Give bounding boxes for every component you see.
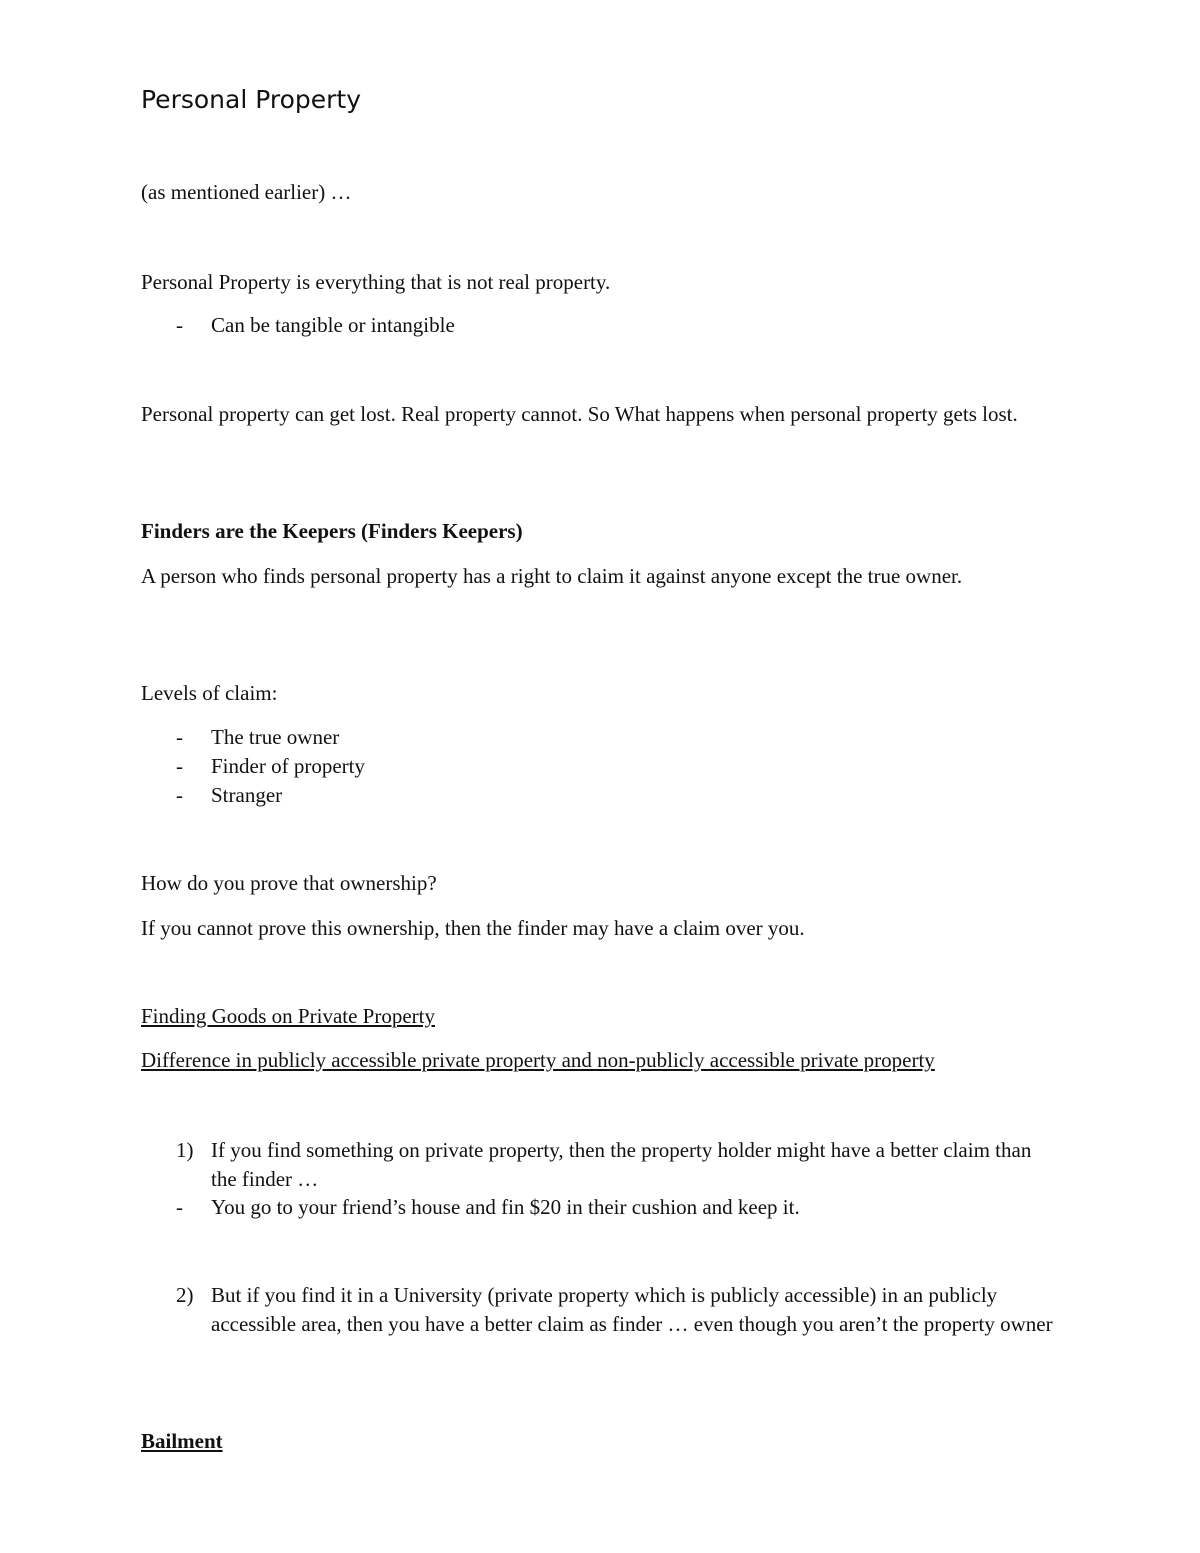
bullet-dash: - (176, 313, 183, 337)
list-number: 2) (176, 1283, 194, 1307)
finders-keepers-heading: Finders are the Keepers (Finders Keepers) (141, 519, 523, 543)
bullet-dash: - (176, 783, 183, 807)
numbered-item-2: But if you find it in a University (private property which is publicly accessible) in an publicly accessible area, then you have a better claim as finder … even though you aren’t the property owner (211, 1283, 1053, 1336)
difference-subheading: Difference in publicly accessible private property and non-publicly accessible private property (141, 1048, 935, 1072)
intro-paragraph: (as mentioned earlier) … (141, 180, 352, 204)
bullet-tangible: Can be tangible or intangible (211, 313, 455, 337)
friend-example-bullet: You go to your friend’s house and fin $20 in their cushion and keep it. (211, 1195, 800, 1219)
numbered-item-1: If you find something on private property, then the property holder might have a better claim than the finder … (211, 1138, 1032, 1191)
page-title: Personal Property (141, 85, 362, 114)
bullet-dash: - (176, 754, 183, 778)
cannot-prove-paragraph: If you cannot prove this ownership, then the finder may have a claim over you. (141, 916, 805, 940)
bailment-heading: Bailment (141, 1429, 223, 1453)
levels-of-claim-label: Levels of claim: (141, 681, 278, 705)
level-item: Stranger (211, 783, 283, 807)
bullet-dash: - (176, 725, 183, 749)
level-item: Finder of property (211, 754, 365, 778)
finder-right-paragraph: A person who finds personal property has a right to claim it against anyone except the true owner. (141, 564, 963, 588)
lost-property-paragraph: Personal property can get lost. Real property cannot. So What happens when personal property gets lost. (141, 402, 1018, 426)
definition-paragraph: Personal Property is everything that is not real property. (141, 270, 611, 294)
prove-ownership-question: How do you prove that ownership? (141, 871, 437, 895)
list-number: 1) (176, 1138, 194, 1162)
private-property-heading: Finding Goods on Private Property (141, 1004, 435, 1028)
level-item: The true owner (211, 725, 340, 749)
bullet-dash: - (176, 1195, 183, 1219)
